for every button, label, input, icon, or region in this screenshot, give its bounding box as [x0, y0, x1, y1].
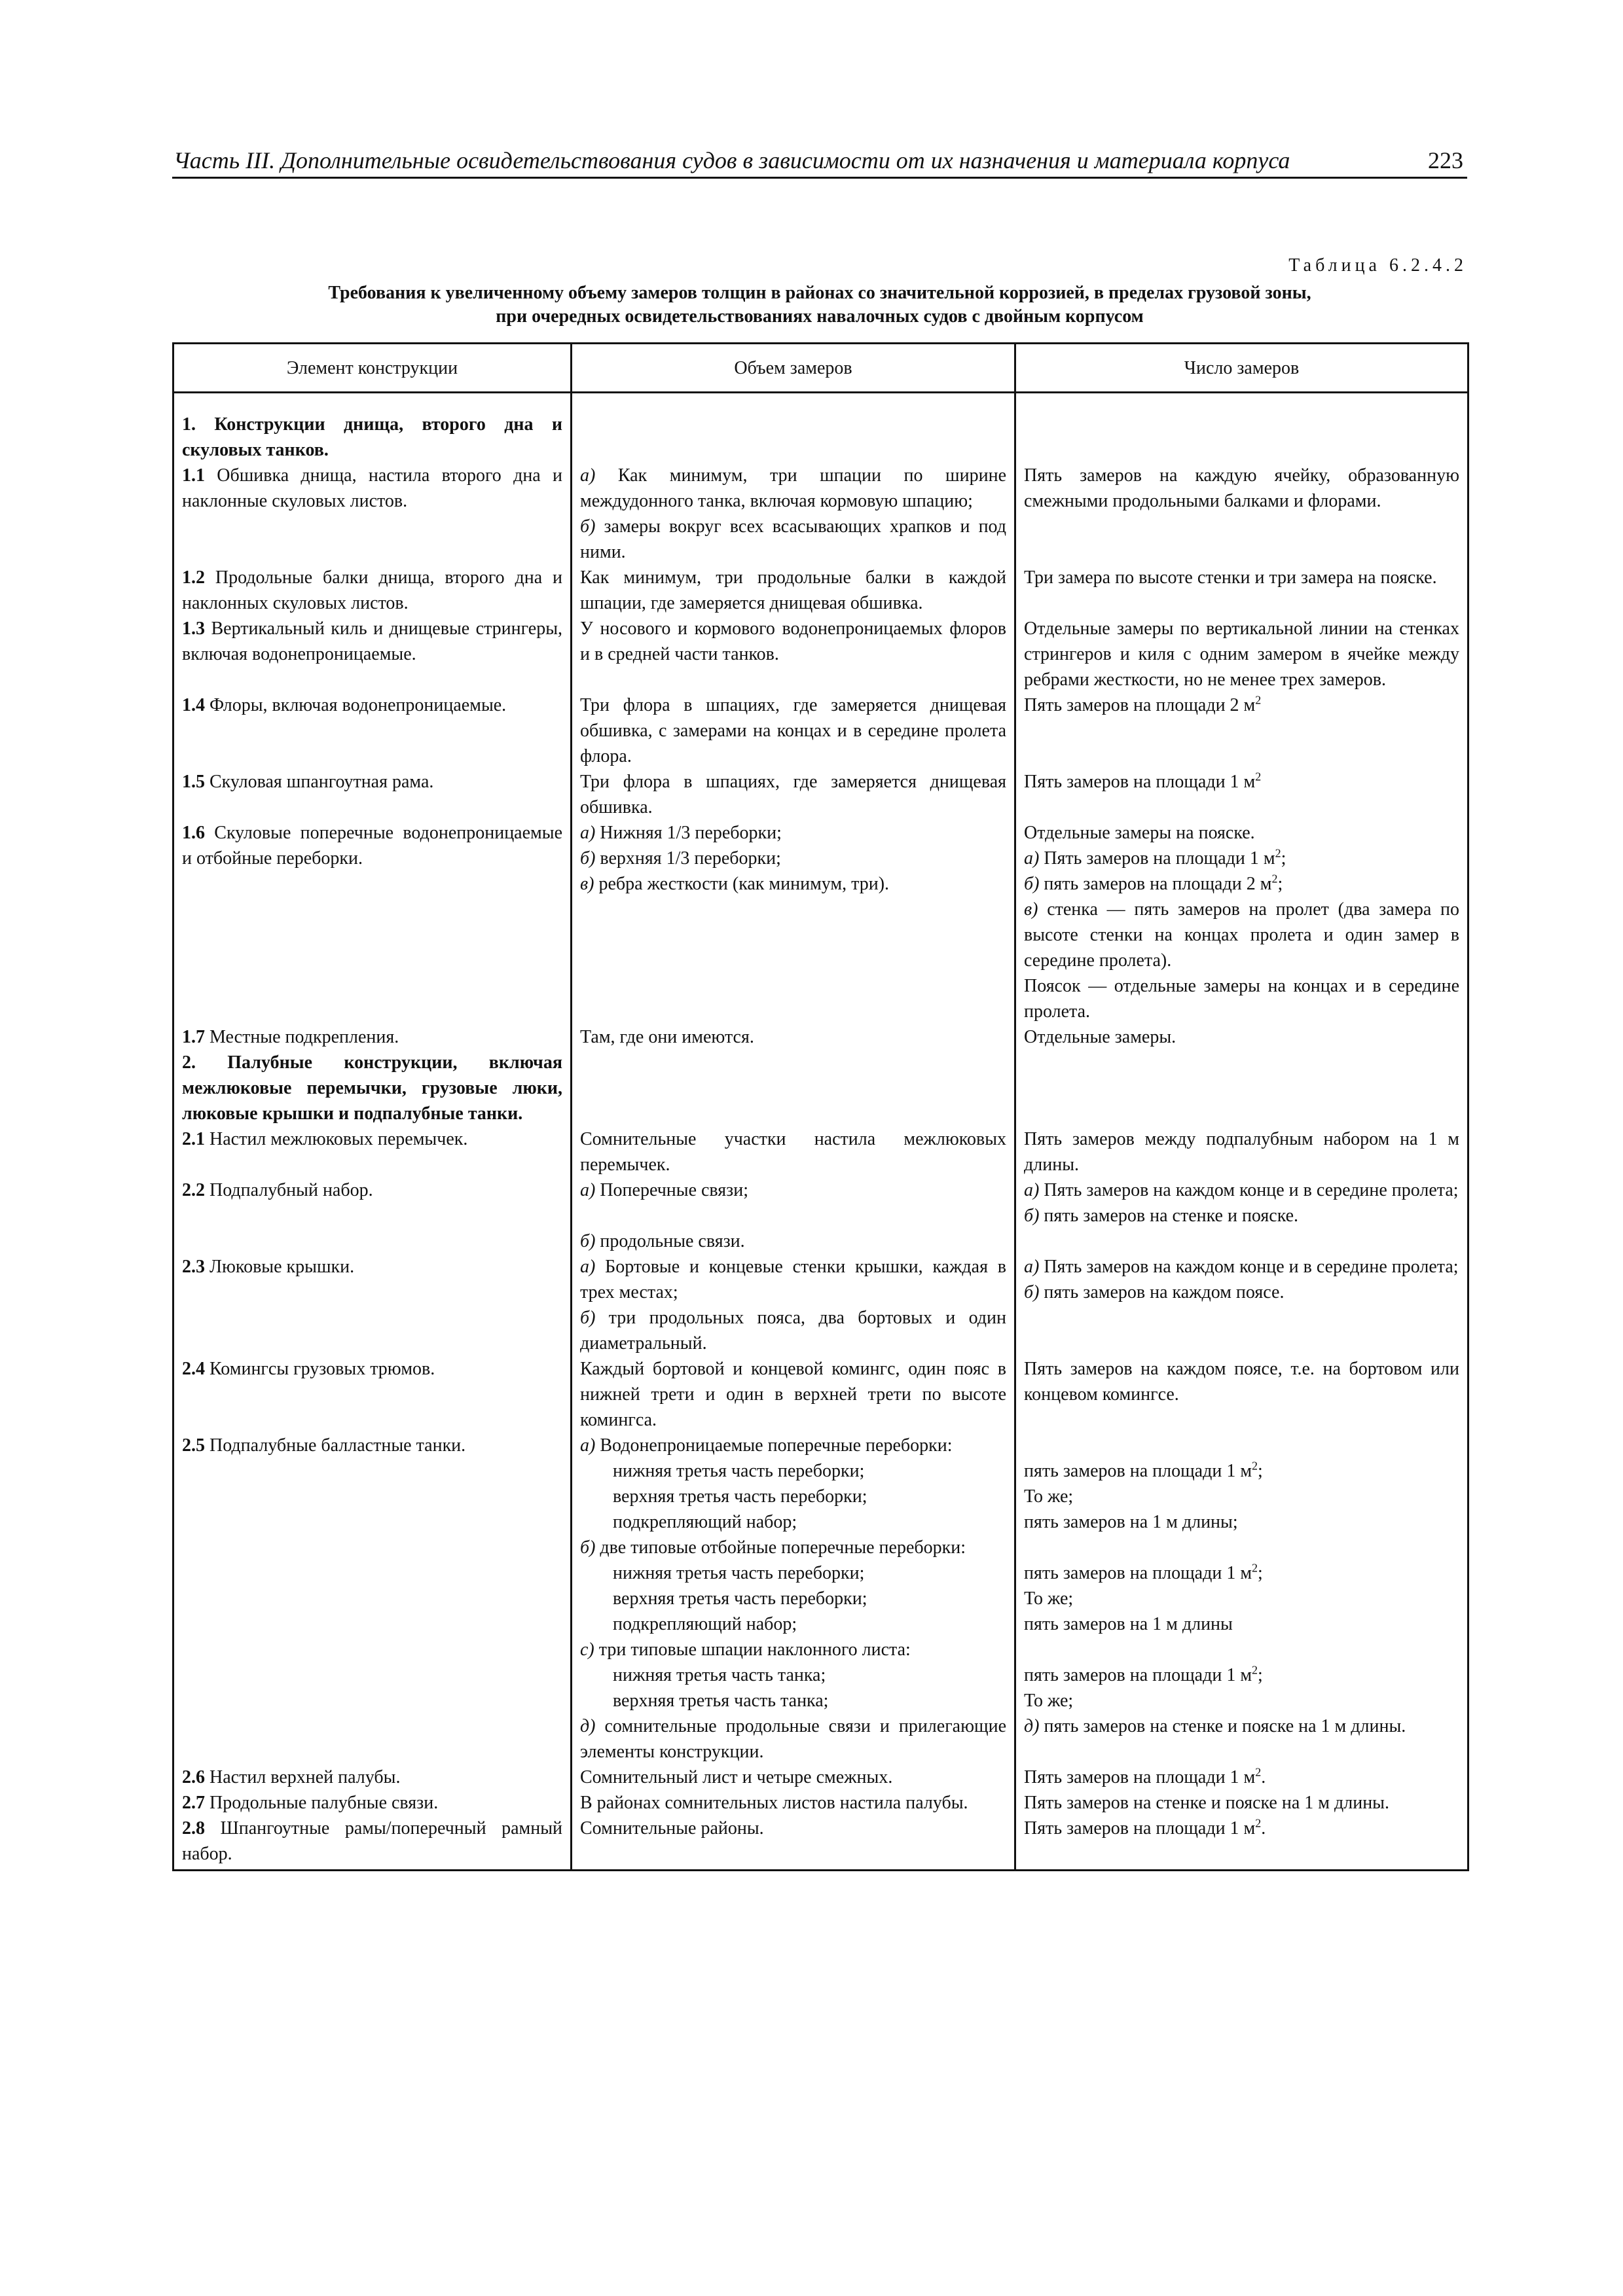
table-row	[173, 769, 1468, 820]
table-title	[172, 281, 1467, 329]
table-row	[173, 1254, 1468, 1356]
count-cell: пять замеров на площади 1 $м^2$; То же; пять замеров на 1 м длины; пять замеров на площади 1 $м^2$; То же; пять замеров на 1 м длины пять замеров на площади 1 $м^2$; То же; д) пять замеров на стенке и пояске на 1 м длины.	[1015, 1433, 1468, 1765]
table-row	[173, 692, 1468, 769]
scope-cell: Там, где они имеются.	[572, 1024, 1015, 1050]
scope-cell: а) Поперечные связи; б) продольные связи.	[572, 1177, 1015, 1254]
running-header-title: Часть III. Дополнительные освидетельствования судов в зависимости от их назначения и материала корпуса	[173, 147, 1290, 173]
table-row	[173, 463, 1468, 565]
count-cell: Пять замеров на площади 1 $м^2$.	[1015, 1816, 1468, 1871]
page-number: 223	[1428, 147, 1463, 173]
count-cell: а) Пять замеров на каждом конце и в середине пролета; б) пять замеров на каждом поясе.	[1015, 1254, 1468, 1356]
element-cell: 1.4 Флоры, включая водонепроницаемые.	[173, 692, 572, 769]
element-cell: 1.2 Продольные балки днища, второго дна и наклонных скуловых листов.	[173, 565, 572, 616]
table-title-line: при очередных освидетельствованиях навалочных судов с двойным корпусом	[496, 306, 1144, 327]
table-row	[173, 1765, 1468, 1790]
element-cell: 1.7 Местные подкрепления.	[173, 1024, 572, 1050]
column-header: Число замеров	[1015, 344, 1468, 393]
element-cell: 1.6 Скуловые поперечные водонепроницаемые и отбойные переборки.	[173, 820, 572, 1024]
spacer-row	[173, 393, 1468, 412]
count-cell: Пять замеров на площади 2 $м^2$	[1015, 692, 1468, 769]
table-row	[173, 1126, 1468, 1177]
count-cell: Пять замеров на стенке и пояске на 1 м длины.	[1015, 1790, 1468, 1816]
count-cell: Пять замеров на каждом поясе, т.е. на бортовом или концевом комингсе.	[1015, 1356, 1468, 1433]
count-cell: Три замера по высоте стенки и три замера на пояске.	[1015, 565, 1468, 616]
element-cell: 2.1 Настил межлюковых перемычек.	[173, 1126, 572, 1177]
element-cell: 2.5 Подпалубные балластные танки.	[173, 1433, 572, 1765]
count-cell: а) Пять замеров на каждом конце и в середине пролета; б) пять замеров на стенке и пояске.	[1015, 1177, 1468, 1254]
table-row	[173, 1177, 1468, 1254]
scope-cell: Три флора в шпациях, где замеряется днищевая обшивка, с замерами на концах и в середине пролета флора.	[572, 692, 1015, 769]
running-header	[172, 145, 1467, 179]
table-row	[173, 1790, 1468, 1816]
count-cell: Пять замеров на площади 1 $м^2$	[1015, 769, 1468, 820]
element-cell: 2.8 Шпангоутные рамы/поперечный рамный набор.	[173, 1816, 572, 1871]
scope-cell: Сомнительный лист и четыре смежных.	[572, 1765, 1015, 1790]
column-header: Объем замеров	[572, 344, 1015, 393]
count-cell: Отдельные замеры.	[1015, 1024, 1468, 1050]
count-cell: Пять замеров на каждую ячейку, образованную смежными продольными балками и флорами.	[1015, 463, 1468, 565]
table-row	[173, 1356, 1468, 1433]
count-cell: Пять замеров между подпалубным набором на 1 м длины.	[1015, 1126, 1468, 1177]
element-cell: 2.7 Продольные палубные связи.	[173, 1790, 572, 1816]
scope-cell: Как минимум, три продольные балки в каждой шпации, где замеряется днищевая обшивка.	[572, 565, 1015, 616]
scope-cell: Сомнительные районы.	[572, 1816, 1015, 1871]
section-row	[173, 412, 1468, 463]
scope-cell: Сомнительные участки настила межлюковых перемычек.	[572, 1126, 1015, 1177]
scope-cell: а) Нижняя 1/3 переборки; б) верхняя 1/3 переборки; в) ребра жесткости (как минимум, три).	[572, 820, 1015, 1024]
table-row	[173, 1433, 1468, 1765]
scope-cell: а) Водонепроницаемые поперечные переборки: нижняя третья часть переборки; верхняя третья часть переборки; подкрепляющий набор; б) две типовые отбойные поперечные переборки: нижняя третья часть переборки; верхняя третья часть переборки; подкрепляющий набор; c) три типовые шпации наклонного листа: нижняя третья часть танка; верхняя третья часть танка; д) сомнительные продольные связи и прилегающие элементы конструкции.	[572, 1433, 1015, 1765]
section-heading: 2. Палубные конструкции, включая межлюковые перемычки, грузовые люки, люковые крышки и подпалубные танки.	[173, 1050, 572, 1126]
element-cell: 2.4 Комингсы грузовых трюмов.	[173, 1356, 572, 1433]
table-row	[173, 616, 1468, 692]
table-row	[173, 1816, 1468, 1871]
section-row	[173, 1050, 1468, 1126]
scope-cell: Каждый бортовой и концевой комингс, один пояс в нижней трети и один в верхней трети по высоте комингса.	[572, 1356, 1015, 1433]
count-cell: Отдельные замеры по вертикальной линии на стенках стрингеров и киля с одним замером в ячейке между ребрами жесткости, но не менее трех замеров.	[1015, 616, 1468, 692]
table-row	[173, 820, 1468, 1024]
scope-cell: а) Бортовые и концевые стенки крышки, каждая в трех местах; б) три продольных пояса, два бортовых и один диаметральный.	[572, 1254, 1015, 1356]
count-cell: Отдельные замеры на пояске. а) Пять замеров на площади 1 $м^2$; б) пять замеров на площади 2 $м^2$; в) стенка — пять замеров на пролет (два замера по высоте стенки на концах пролета и один замер в середине пролета). Поясок — отдельные замеры на концах и в середине пролета.	[1015, 820, 1468, 1024]
count-cell: Пять замеров на площади 1 $м^2$.	[1015, 1765, 1468, 1790]
table-header-row	[173, 344, 1468, 393]
scope-cell: Три флора в шпациях, где замеряется днищевая обшивка.	[572, 769, 1015, 820]
column-header: Элемент конструкции	[173, 344, 572, 393]
table-title-line: Требования к увеличенному объему замеров толщин в районах со значительной коррозией, в пределах грузовой зоны,	[328, 283, 1311, 303]
scope-cell: В районах сомнительных листов настила палубы.	[572, 1790, 1015, 1816]
element-cell: 2.2 Подпалубный набор.	[173, 1177, 572, 1254]
element-cell: 2.6 Настил верхней палубы.	[173, 1765, 572, 1790]
scope-cell: а) Как минимум, три шпации по ширине междудонного танка, включая кормовую шпацию; б) замеры вокруг всех всасывающих храпков и под ними.	[572, 463, 1015, 565]
section-heading: 1. Конструкции днища, второго дна и скуловых танков.	[173, 412, 572, 463]
scope-cell: У носового и кормового водонепроницаемых флоров и в средней части танков.	[572, 616, 1015, 692]
element-cell: 1.1 Обшивка днища, настила второго дна и наклонные скуловых листов.	[173, 463, 572, 565]
element-cell: 1.3 Вертикальный киль и днищевые стрингеры, включая водонепроницаемые.	[173, 616, 572, 692]
element-cell: 1.5 Скуловая шпангоутная рама.	[173, 769, 572, 820]
measurements-table	[172, 342, 1469, 1871]
element-cell: 2.3 Люковые крышки.	[173, 1254, 572, 1356]
table-number: Таблица 6.2.4.2	[1288, 255, 1467, 276]
table-row	[173, 565, 1468, 616]
table-row	[173, 1024, 1468, 1050]
